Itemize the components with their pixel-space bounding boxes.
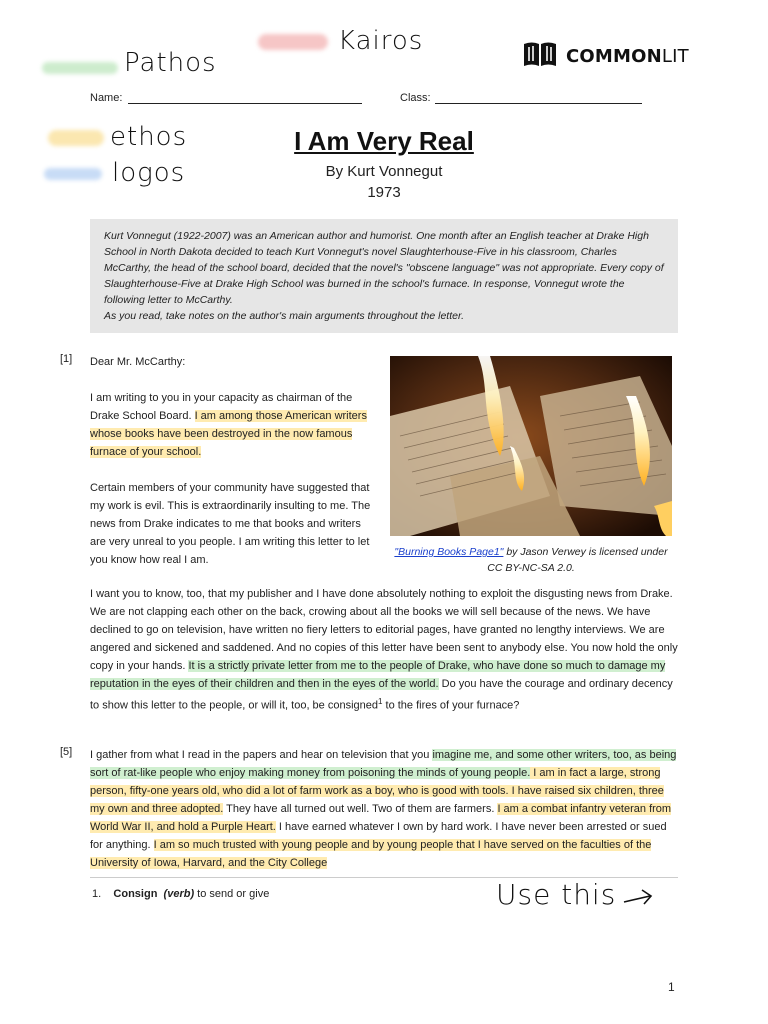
ethos-highlight-4: I am so much trusted with young people and by young people that I have served on the faculties of the University of Iowa, Harvard, and the City College: [90, 839, 652, 869]
logos-handwritten-label: logos: [112, 158, 186, 188]
photo-caption: "Burning Books Page1" by Jason Verwey is licensed under CC BY-NC-SA 2.0.: [394, 546, 668, 574]
paragraph-number-5: [5]: [60, 746, 73, 758]
burning-books-photo: [390, 356, 672, 536]
intro-box: [90, 219, 678, 333]
photo-credit-link[interactable]: "Burning Books Page1": [394, 546, 504, 558]
arrow-up-right-icon: [622, 886, 656, 913]
footnote-term: Consign: [113, 888, 158, 900]
page-number: 1: [668, 980, 675, 994]
page-title: I Am Very Real: [294, 126, 474, 156]
intro-text: Kurt Vonnegut (1922-2007) was an American author and humorist. One month after an English teacher at Drake High School in North Dakota decided to teach Kurt Vonnegut's novel Slaughterhouse-Five in his classroom, Charles McCarthy, the head of the school board, decided that the novel's "obscene language" was not appropriate. Every copy of Slaughterhouse-Five at Drake High School was burned in the school's furnace. In response, Vonnegut wrote the following letter to McCarthy.: [104, 230, 664, 306]
class-label: Class:: [400, 92, 431, 104]
name-line[interactable]: [128, 103, 362, 104]
pathos-highlight: It is a strictly private letter from me to the people of Drake, who have done so much to damage my reputation in the eyes of their children and then in the eyes of the world.: [90, 660, 666, 690]
pathos-color-swatch: [42, 62, 118, 74]
ethos-highlight-3: I am a combat infantry veteran from World War II, and hold a Purple Heart.: [90, 803, 672, 833]
commonlit-logo: [522, 40, 689, 73]
name-label: Name:: [90, 92, 123, 104]
footnote-ref[interactable]: 1: [378, 697, 383, 706]
paragraph-3: I want you to know, too, that my publisher and I have done absolutely nothing to exploit the disgusting news from Drake. We are not clapping each other on the back, crowing about all the books we will sell because of the news. We have declined to go on television, have written no fiery letters to editorial pages, have granted no lengthy interviews. We are angered and sickened and saddened. And no copies of this letter have been sent to anybody else. You now hold the only copy in your hands. It is a strictly private letter from me to the people of Drake, who have done so much to damage my reputation in the eyes of their children and then in the eyes of the world. Do you have the courage and ordinary decency to show this letter to the people, or will it, too, be consigned$^1$ to the fires of your furnace?: [90, 588, 678, 712]
footnote-pos: (verb): [163, 888, 195, 900]
brand-name: COMMONLIT: [566, 46, 689, 67]
paragraph-4: I gather from what I read in the papers and hear on television that you imagine me, and some other writers, too, as being sort of rat-like people who enjoy making money from poisoning the minds of young people. I am in fact a large, strong person, fifty-one years old, who did a lot of farm work as a boy, who is good with tools. I have raised six children, three my own and three adopted. They have all turned out well. Two of them are farmers. I am a combat infantry veteran from World War II, and hold a Purple Heart. I have earned whatever I own by hard work. I have never been arrested or sued for anything. I am so much trusted with young people and by young people that I have served on the faculties of the University of Iowa, Harvard, and the City College: [90, 749, 677, 869]
kairos-handwritten-label: Kairos: [338, 26, 424, 56]
pathos-handwritten-label: Pathos: [124, 48, 217, 78]
use-this-handwritten-note: Use this: [496, 878, 617, 911]
ethos-highlight: I am among those American writers whose books have been destroyed in the now famous furnace of your school.: [90, 410, 367, 458]
footnote-definition: to send or give: [197, 888, 270, 900]
paragraph-2: Certain members of your community have suggested that my work is evil. This is extraordinarily insulting to me. The news from Drake indicates to me that books and writers are very unreal to you people. I am writing this letter to let you know how real I am.: [90, 482, 371, 566]
ethos-handwritten-label: ethos: [110, 122, 188, 152]
paragraph-1: I am writing to you in your capacity as chairman of the Drake School Board. I am among those American writers whose books have been destroyed in the now famous furnace of your school.: [90, 392, 367, 458]
class-line[interactable]: [435, 103, 642, 104]
publication-year: 1973: [367, 184, 401, 201]
salutation: Dear Mr. McCarthy:: [90, 356, 186, 368]
ethos-highlight-2: I am in fact a large, strong person, fifty-one years old, who did a lot of farm work as a boy, who is good with tools. I have raised six children, three my own and three adopted.: [90, 767, 664, 815]
paragraph-number-1: [1]: [60, 353, 73, 365]
book-icon: [522, 40, 558, 73]
author-byline: By Kurt Vonnegut: [325, 163, 443, 180]
reading-instruction: As you read, take notes on the author's main arguments throughout the letter.: [104, 310, 464, 322]
pathos-highlight-2: imagine me, and some other writers, too, as being sort of rat-like people who enjoy making money from poisoning the minds of young people.: [90, 749, 677, 779]
footnote-1: 1. Consign (verb) to send or give: [92, 888, 270, 900]
kairos-color-swatch: [258, 34, 328, 50]
